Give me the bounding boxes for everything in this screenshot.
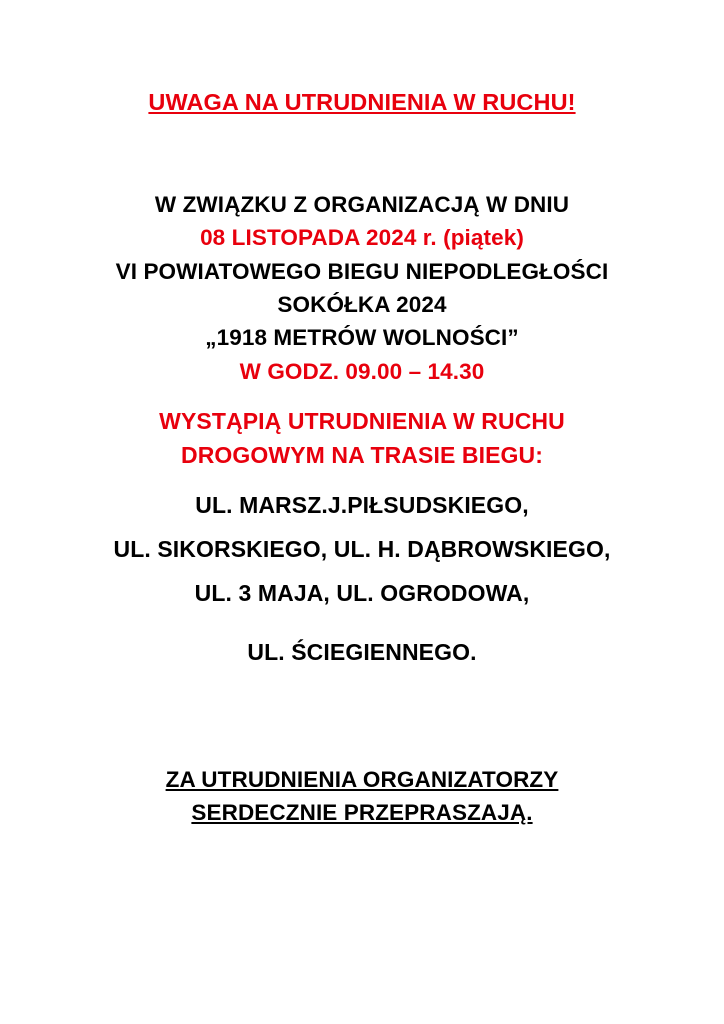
- notice-line-1: WYSTĄPIĄ UTRUDNIENIA W RUCHU: [159, 408, 565, 435]
- event-line-1: VI POWIATOWEGO BIEGU NIEPODLEGŁOŚCI: [115, 258, 609, 284]
- street-line-4: UL. ŚCIEGIENNEGO.: [247, 638, 477, 665]
- event-line-3: „1918 METRÓW WOLNOŚCI”: [205, 325, 519, 351]
- street-line-1: UL. MARSZ.J.PIŁSUDSKIEGO,: [195, 492, 529, 519]
- poster-title: UWAGA NA UTRUDNIENIA W RUCHU!: [148, 89, 576, 115]
- apology-line-2: SERDECZNIE PRZEPRASZAJĄ.: [191, 800, 533, 825]
- event-line-2: SOKÓŁKA 2024: [277, 291, 447, 317]
- street-line-3: UL. 3 MAJA, UL. OGRODOWA,: [194, 580, 530, 607]
- hours-line: W GODZ. 09.00 – 14.30: [239, 358, 485, 384]
- date-line: 08 LISTOPADA 2024 r. (piątek): [200, 225, 524, 251]
- intro-line: W ZWIĄZKU Z ORGANIZACJĄ W DNIU: [154, 191, 570, 217]
- notice-line-2: DROGOWYM NA TRASIE BIEGU:: [181, 442, 543, 469]
- apology-line-1: ZA UTRUDNIENIA ORGANIZATORZY: [165, 766, 559, 792]
- street-line-2: UL. SIKORSKIEGO, UL. H. DĄBROWSKIEGO,: [113, 536, 611, 563]
